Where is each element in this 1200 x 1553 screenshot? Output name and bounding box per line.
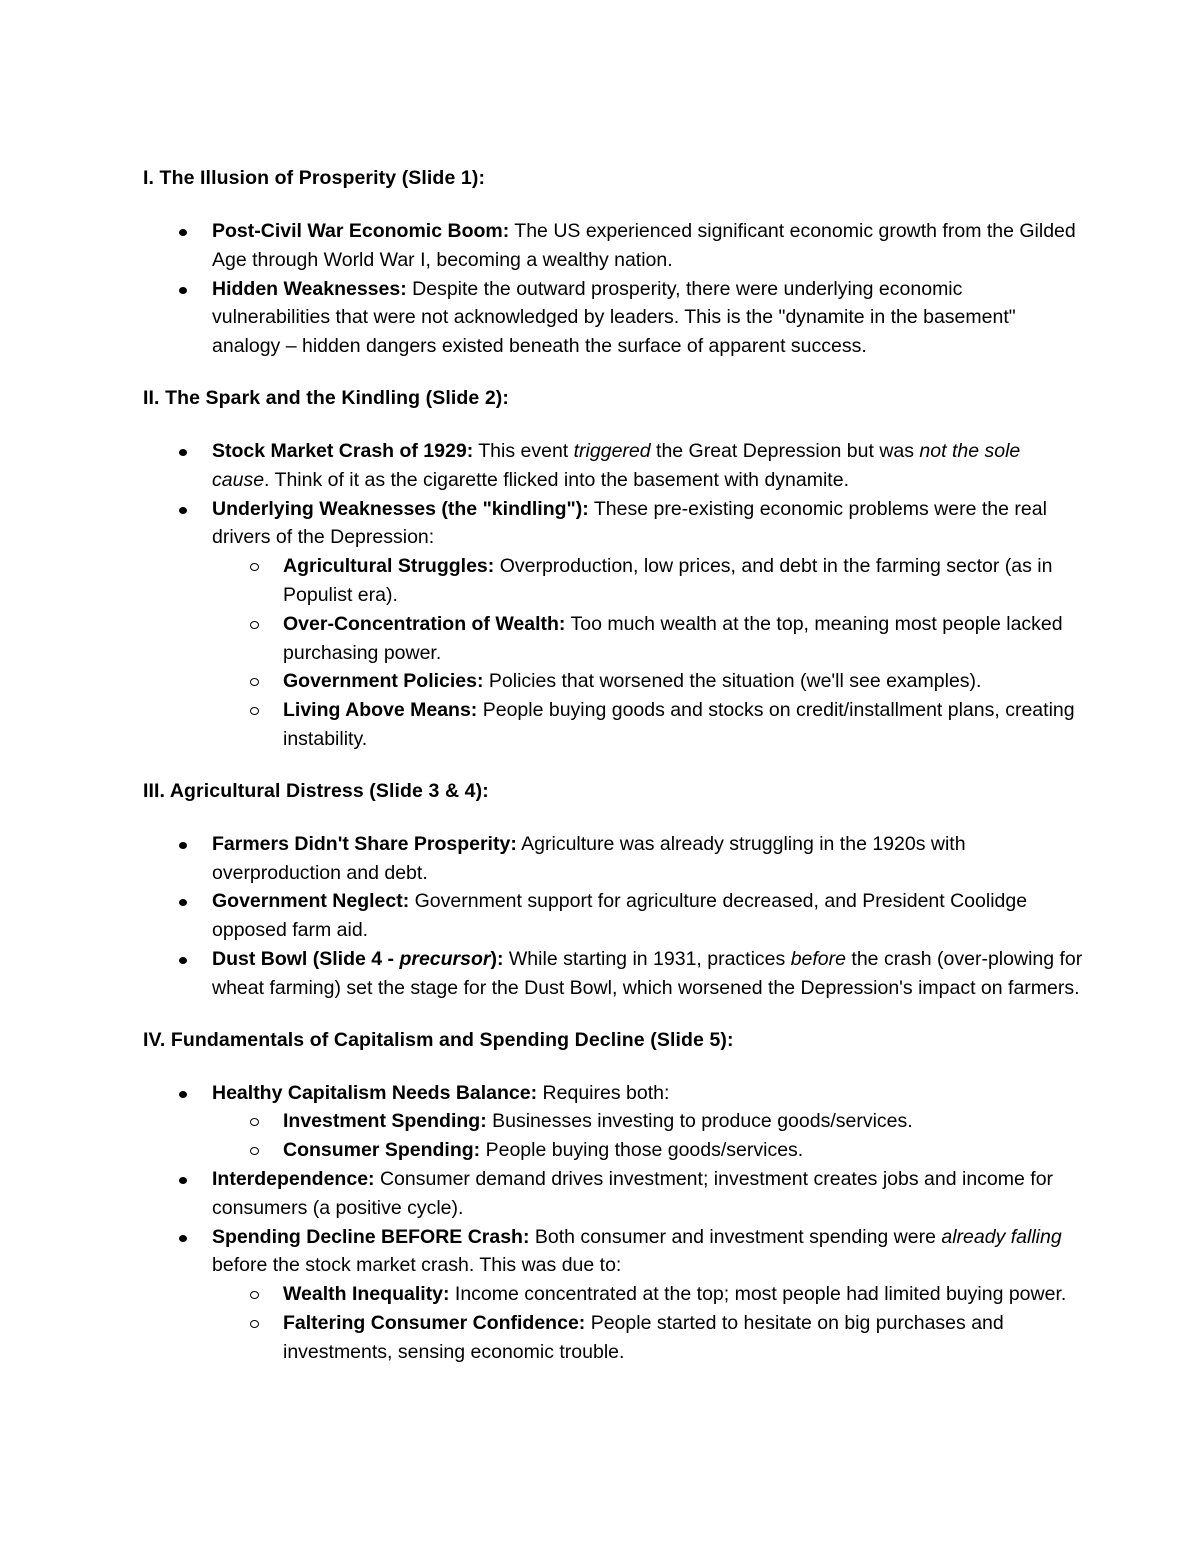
item-text: not the sole cause xyxy=(212,439,1021,491)
section-heading: IV. Fundamentals of Capitalism and Spending Decline (Slide 5): xyxy=(143,1028,734,1051)
document-body xyxy=(143,164,1083,1390)
list-item xyxy=(143,1223,1083,1367)
item-term: Government Policies: xyxy=(283,670,484,693)
item-term: Wealth Inequality: xyxy=(283,1283,450,1306)
section-heading: III. Agricultural Distress (Slide 3 & 4): xyxy=(143,779,489,802)
bullet-dot-icon xyxy=(179,507,187,514)
item-term: precursor xyxy=(399,947,491,970)
bullet-list xyxy=(143,830,1083,1003)
item-term: Government Neglect: xyxy=(212,890,410,913)
bullet-dot-icon xyxy=(179,899,187,906)
item-term: Interdependence: xyxy=(212,1167,375,1190)
sub-list-item xyxy=(212,1309,1083,1367)
item-term: Investment Spending: xyxy=(283,1110,487,1133)
item-text: Both consumer and investment spending were xyxy=(529,1225,942,1248)
item-text: Agriculture was already struggling in the 1920s with overproduction and debt. xyxy=(212,832,966,884)
list-item xyxy=(143,217,1083,275)
item-text: Businesses investing to produce goods/services. xyxy=(486,1110,913,1133)
bullet-dot-icon xyxy=(179,1091,187,1098)
sub-list-item xyxy=(212,667,1083,696)
item-term: Living Above Means: xyxy=(283,699,478,722)
item-term: Healthy Capitalism Needs Balance: xyxy=(212,1081,538,1104)
item-text: People started to hesitate on big purchases and investments, sensing economic trouble. xyxy=(283,1311,1004,1363)
item-term: Consumer Spending: xyxy=(283,1139,481,1162)
bullet-list xyxy=(143,437,1083,754)
sub-list-item xyxy=(212,1107,1083,1136)
sub-list-item xyxy=(212,610,1083,668)
item-text: Overproduction, low prices, and debt in the farming sector (as in Populist era). xyxy=(283,555,1053,606)
sub-list-item xyxy=(212,552,1083,610)
bullet-circle-icon xyxy=(250,1147,259,1155)
item-text: The US experienced significant economic growth from the Gilded Age through World War I, becoming a wealthy nation. xyxy=(212,220,1076,271)
item-text: already falling xyxy=(941,1225,1062,1248)
item-text: Government support for agriculture decreased, and President Coolidge opposed farm aid. xyxy=(212,890,1028,942)
item-text: People buying goods and stocks on credit/installment plans, creating instability. xyxy=(283,699,1075,750)
list-item xyxy=(143,1165,1083,1223)
item-term: Agricultural Struggles: xyxy=(283,555,495,578)
item-text: Income concentrated at the top; most people had limited buying power. xyxy=(449,1283,1067,1306)
bullet-circle-icon xyxy=(250,1291,259,1299)
item-term: Dust Bowl (Slide 4 - xyxy=(212,947,400,970)
item-text: the Great Depression but was xyxy=(650,439,920,462)
item-text: Despite the outward prosperity, there were underlying economic vulnerabilities that were not acknowledged by leaders. This is the "dynamite in the basement" analogy – hidden dangers existed beneath the surface of apparent success. xyxy=(212,277,1016,358)
list-item xyxy=(143,887,1083,945)
item-term: Underlying Weaknesses (the "kindling"): xyxy=(212,497,589,520)
item-text: Too much wealth at the top, meaning most people lacked purchasing power. xyxy=(283,612,1063,664)
item-term: Spending Decline BEFORE Crash: xyxy=(212,1225,530,1248)
item-term: Over-Concentration of Wealth: xyxy=(283,612,566,635)
item-text: triggered xyxy=(573,439,651,462)
bullet-circle-icon xyxy=(250,563,259,571)
bullet-circle-icon xyxy=(250,621,259,629)
item-text: While starting in 1931, practices xyxy=(503,947,791,970)
item-term: ): xyxy=(490,947,504,970)
item-text: . Think of it as the cigarette flicked into the basement with dynamite. xyxy=(264,468,849,491)
bullet-dot-icon xyxy=(179,1177,187,1184)
item-term: Post-Civil War Economic Boom: xyxy=(212,220,510,242)
item-term: Farmers Didn't Share Prosperity: xyxy=(212,832,517,855)
item-text: These pre-existing economic problems were the real drivers of the Depression: xyxy=(212,497,1047,549)
sub-list-item xyxy=(212,696,1083,754)
list-item xyxy=(143,275,1083,361)
list-item xyxy=(143,945,1083,1003)
sub-list-item xyxy=(212,1280,1083,1309)
list-item xyxy=(143,1079,1083,1165)
section-heading: I. The Illusion of Prosperity (Slide 1): xyxy=(143,167,486,189)
item-text: Policies that worsened the situation (we'll see examples). xyxy=(483,670,982,693)
item-term: Hidden Weaknesses: xyxy=(212,277,407,300)
bullet-dot-icon xyxy=(179,287,187,294)
section-heading: II. The Spark and the Kindling (Slide 2): xyxy=(143,386,509,409)
sub-bullet-list xyxy=(212,1280,1083,1366)
bullet-circle-icon xyxy=(250,1118,259,1126)
bullet-circle-icon xyxy=(250,707,259,715)
bullet-dot-icon xyxy=(179,449,187,456)
item-term: Faltering Consumer Confidence: xyxy=(283,1311,586,1334)
sub-list-item xyxy=(212,1136,1083,1165)
item-text: People buying those goods/services. xyxy=(480,1139,804,1162)
list-item xyxy=(143,830,1083,888)
sub-bullet-list xyxy=(212,552,1083,754)
bullet-dot-icon xyxy=(179,1235,187,1242)
sub-bullet-list xyxy=(212,1107,1083,1165)
item-text: Requires both: xyxy=(537,1081,670,1104)
bullet-dot-icon xyxy=(179,229,187,236)
bullet-dot-icon xyxy=(179,842,187,849)
bullet-list xyxy=(143,217,1083,361)
item-text: the crash (over-plowing for wheat farming) set the stage for the Dust Bowl, which worsened the Depression's impact on farmers. xyxy=(212,947,1083,999)
list-item xyxy=(143,495,1083,754)
item-text: before the stock market crash. This was due to: xyxy=(212,1254,622,1277)
list-item xyxy=(143,437,1083,495)
bullet-list xyxy=(143,1079,1083,1367)
item-text: Consumer demand drives investment; investment creates jobs and income for consumers (a positive cycle). xyxy=(212,1167,1054,1219)
item-text: This event xyxy=(473,439,574,462)
bullet-circle-icon xyxy=(250,678,259,686)
item-term: Stock Market Crash of 1929: xyxy=(212,439,474,462)
bullet-dot-icon xyxy=(179,957,187,964)
item-text: before xyxy=(790,947,846,970)
bullet-circle-icon xyxy=(250,1320,259,1328)
